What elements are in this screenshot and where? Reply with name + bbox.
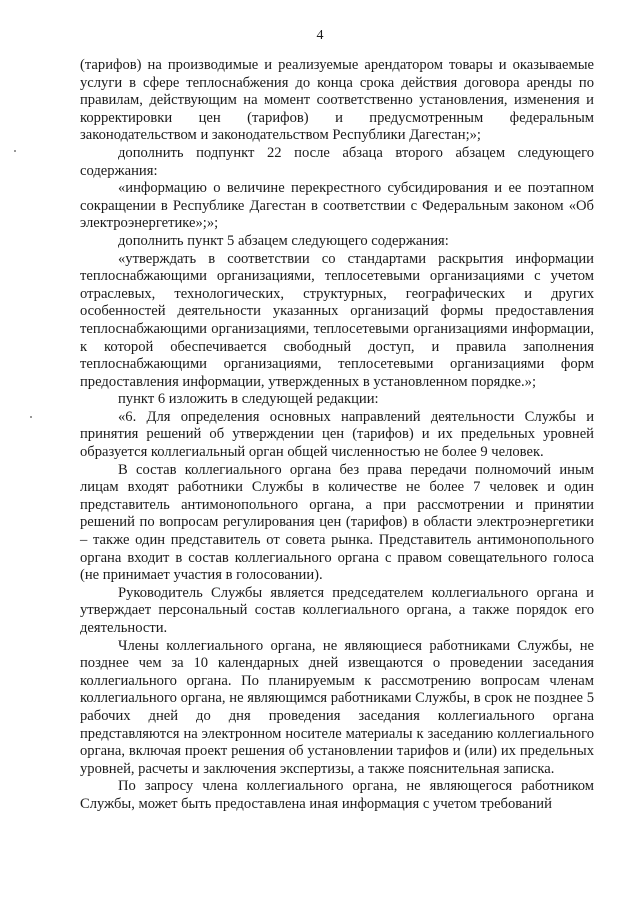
paragraph-item-6-redaction: пункт 6 изложить в следующей редакции: [118,391,379,408]
paragraph-members-notification: Члены коллегиального органа, не являющиеся работниками Службы, не позднее чем за 10 календарных дней извещаются о проведении заседания коллегиального органа. По планируемым к рассмотрению вопросам членам коллегиального органа, не являющимся работниками Службы, в срок не позднее 5 рабочих дней до дня проведения заседания коллегиального органа представляются на электронном носителе материалы к заседанию коллегиального органа, включая проект решения об установлении тарифов и (или) их предельных уровней, расчеты и заключения экспертизы, а также пояснительная записка. [80,637,594,777]
paragraph-chairman: Руководитель Службы является председателем коллегиального органа и утверждает персональный состав коллегиального органа, а также порядок его деятельности. [80,584,594,636]
paragraph-amend-item-5: дополнить пункт 5 абзацем следующего содержания: [118,232,449,249]
scan-speck [30,416,32,418]
paragraph-disclosure-standards: «утверждать в соответствии со стандартами раскрытия информации теплоснабжающими организациями, теплосетевыми организациями с учетом отраслевых, технологических, структурных, географических и других особенностей деятельности указанных организаций формы предоставления теплоснабжающими организациями, теплосетевыми организациями информации, к которой обеспечивается свободный доступ, и правила заполнения теплоснабжающими организациями, теплосетевыми организациями форм предоставления информации, утвержденных в установленном порядке.»; [80,250,594,390]
paragraph-tariffs-continuation: (тарифов) на производимые и реализуемые арендатором товары и оказываемые услуги в сфере теплоснабжения до конца срока действия договора аренды по правилам, действующим на момент соответственно установления, изменения и корректировки цен (тарифов) и предусмотренным федеральным законодательством и законодательством Республики Дагестан;»; [80,57,594,144]
paragraph-item-6-collegial-body: «6. Для определения основных направлений деятельности Службы и принятия решений об утверждении цен (тарифов) и их предельных уровней образуется коллегиальный орган общей численностью не более 9 человек. [80,408,594,461]
scan-speck [14,150,16,152]
document-body [80,57,594,814]
page-number: 4 [316,28,324,43]
paragraph-amend-subitem-22: дополнить подпункт 22 после абзаца второго абзацем следующего содержания: [80,144,594,179]
paragraph-member-request: По запросу члена коллегиального органа, не являющегося работником Службы, может быть предоставлена иная информация с учетом требований [80,778,594,812]
paragraph-cross-subsidy: «информацию о величине перекрестного субсидирования и ее поэтапном сокращении в Республике Дагестан в соответствии с Федеральным законом «Об электроэнергетике»;»; [80,180,594,232]
paragraph-collegial-composition: В состав коллегиального органа без права передачи полномочий иным лицам входят работники Службы в количестве не более 7 человек и один представитель антимонопольного органа, а при рассмотрении и принятии решений по вопросам регулирования цен (тарифов) в области электроэнергетики – также один представитель от совета рынка. Представитель антимонопольного органа входит в состав коллегиального органа с правом совещательного голоса (не принимает участия в голосовании). [80,461,594,584]
